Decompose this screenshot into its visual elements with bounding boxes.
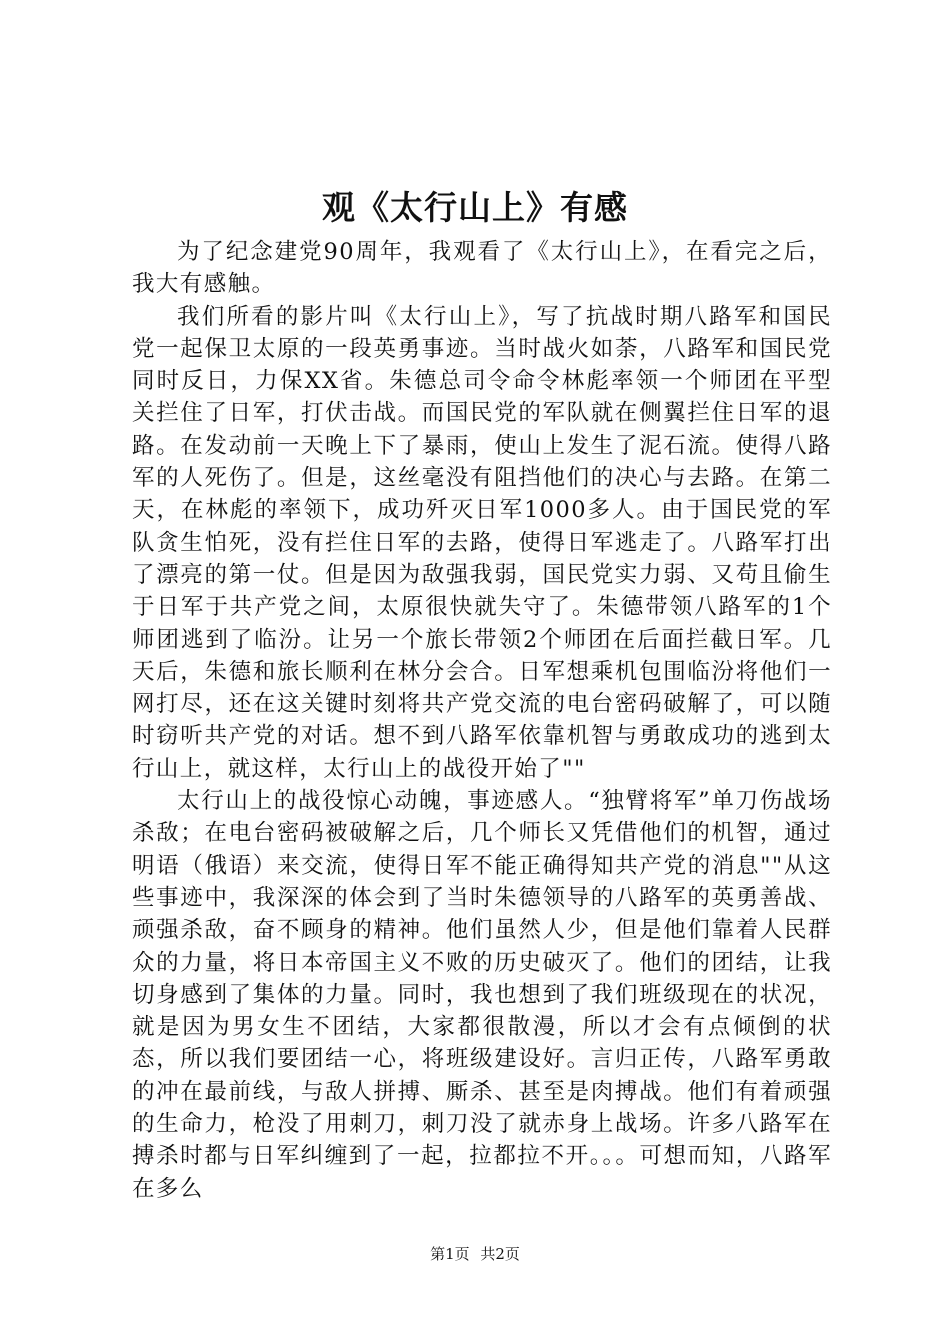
page-footer bbox=[0, 1244, 950, 1264]
paragraph-2: 我们所看的影片叫《太行山上》，写了抗战时期八路军和国民党一起保卫太原的一段英勇事迹。当时战火如荼，八路军和国民党同时反日，力保XX省。朱德总司令命令林彪率领一个师团在平型关拦住了日军，打伏击战。而国民党的军队就在侧翼拦住日军的退路。在发动前一天晚上下了暴雨，使山上发生了泥石流。使得八路军的人死伤了。但是，这丝毫没有阻挡他们的决心与去路。在第二天，在林彪的率领下，成功歼灭日军1000多人。由于国民党的军队贪生怕死，没有拦住日军的去路，使得日军逃走了。八路军打出了漂亮的第一仗。但是因为敌强我弱，国民党实力弱、又苟且偷生于日军于共产党之间，太原很快就失守了。朱德带领八路军的1个师团逃到了临汾。让另一个旅长带领2个师团在后面拦截日军。几天后，朱德和旅长顺利在林分会合。日军想乘机包围临汾将他们一网打尽，还在这关键时刻将共产党交流的电台密码破解了，可以随时窃听共产党的对话。想不到八路军依靠机智与勇敢成功的逃到太行山上，就这样，太行山上的战役开始了"" bbox=[132, 303, 832, 782]
document-body bbox=[132, 236, 832, 1205]
page-total: 共2页 bbox=[480, 1245, 520, 1263]
paragraph-3: 太行山上的战役惊心动魄，事迹感人。“独臂将军”单刀伤战场杀敌；在电台密码被破解之后，几个师长又凭借他们的机智，通过明语（俄语）来交流，使得日军不能正确得知共产党的消息""从这些事迹中，我深深的体会到了当时朱德领导的八路军的英勇善战、顽强杀敌，奋不顾身的精神。他们虽然人少，但是他们靠着人民群众的力量，将日本帝国主义不败的历史破灭了。他们的团结，让我切身感到了集体的力量。同时，我也想到了我们班级现在的状况，就是因为男女生不团结，大家都很散漫，所以才会有点倾倒的状态，所以我们要团结一心，将班级建设好。言归正传，八路军勇敢的冲在最前线，与敌人拼搏、厮杀、甚至是肉搏战。他们有着顽强的生命力，枪没了用刺刀，刺刀没了就赤身上战场。许多八路军在搏杀时都与日军纠缠到了一起，拉都拉不开。。。可想而知，八路军在多么 bbox=[132, 788, 832, 1202]
paragraph-1: 为了纪念建党90周年，我观看了《太行山上》，在看完之后，我大有感触。 bbox=[132, 239, 832, 298]
document-title: 观《太行山上》有感 bbox=[322, 188, 628, 227]
page-number: 第1页 bbox=[430, 1245, 470, 1263]
